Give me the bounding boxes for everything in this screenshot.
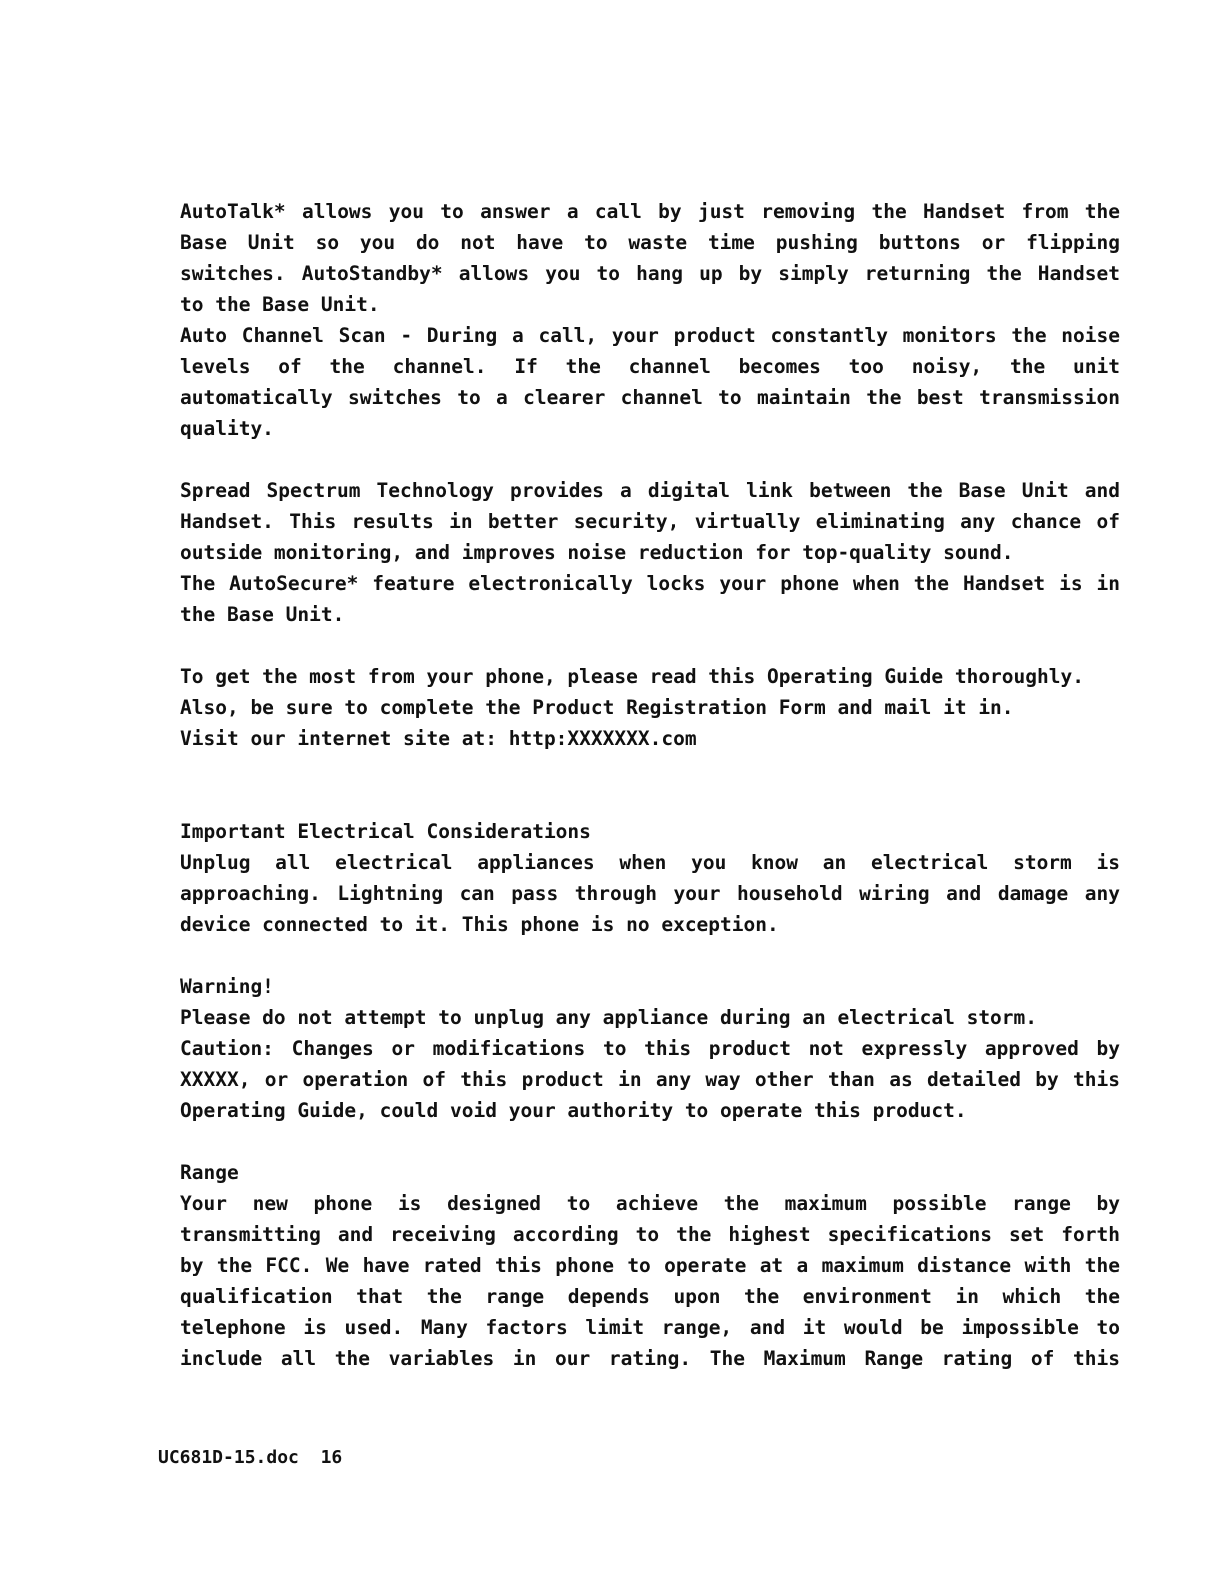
paragraph-line: Auto Channel Scan - During a call, your product constantly monitors the noise xyxy=(180,324,1120,347)
paragraph-line: automatically switches to a clearer channel to maintain the best transmission xyxy=(180,386,1120,409)
paragraph-gap xyxy=(180,630,1120,661)
paragraph-line: The AutoSecure* feature electronically locks your phone when the Handset is in xyxy=(180,572,1120,595)
operating-guide-paragraph xyxy=(180,661,1120,754)
warning-section xyxy=(180,971,1120,1126)
paragraph-line: switches. AutoStandby* allows you to hang up by simply returning the Handset xyxy=(180,262,1120,285)
paragraph-line: quality. xyxy=(180,417,274,440)
electrical-section xyxy=(180,816,1120,940)
channel-scan-paragraph xyxy=(180,320,1120,444)
paragraph-line: include all the variables in our rating. The Maximum Range rating of this xyxy=(180,1347,1120,1370)
paragraph-line: the Base Unit. xyxy=(180,603,345,626)
section-heading: Range xyxy=(180,1161,239,1184)
paragraph-line: AutoTalk* allows you to answer a call by just removing the Handset from the xyxy=(180,200,1120,223)
page-footer xyxy=(158,1444,342,1472)
paragraph-line: device connected to it. This phone is no exception. xyxy=(180,913,779,936)
paragraph-line: outside monitoring, and improves noise reduction for top-quality sound. xyxy=(180,541,1014,564)
section-heading: Warning! xyxy=(180,975,274,998)
paragraph-line: Handset. This results in better security, virtually eliminating any chance of xyxy=(180,510,1120,533)
paragraph-gap xyxy=(180,940,1120,971)
paragraph-gap xyxy=(180,444,1120,475)
paragraph-line: telephone is used. Many factors limit range, and it would be impossible to xyxy=(180,1316,1120,1339)
paragraph-gap xyxy=(180,1126,1120,1157)
page-number: 16 xyxy=(320,1447,343,1468)
paragraph-line: transmitting and receiving according to the highest specifications set forth xyxy=(180,1223,1120,1246)
website-line: Visit our internet site at: http:XXXXXXX.com xyxy=(180,727,697,750)
spread-spectrum-paragraph xyxy=(180,475,1120,568)
document-page xyxy=(180,196,1120,1374)
paragraph-line: approaching. Lightning can pass through your household wiring and damage any xyxy=(180,882,1120,905)
paragraph-line: qualification that the range depends upon the environment in which the xyxy=(180,1285,1120,1308)
range-section xyxy=(180,1157,1120,1374)
autosecure-paragraph xyxy=(180,568,1120,630)
paragraph-line: Base Unit so you do not have to waste time pushing buttons or flipping xyxy=(180,231,1120,254)
paragraph-line: Please do not attempt to unplug any appliance during an electrical storm. xyxy=(180,1006,1038,1029)
paragraph-line: Caution: Changes or modifications to this product not expressly approved by xyxy=(180,1037,1120,1060)
paragraph-line: Your new phone is designed to achieve the maximum possible range by xyxy=(180,1192,1120,1215)
paragraph-line: Spread Spectrum Technology provides a digital link between the Base Unit and xyxy=(180,479,1120,502)
autotalk-paragraph xyxy=(180,196,1120,320)
paragraph-line: Also, be sure to complete the Product Registration Form and mail it in. xyxy=(180,696,1014,719)
footer-filename: UC681D-15.doc xyxy=(158,1447,299,1468)
paragraph-line: by the FCC. We have rated this phone to operate at a maximum distance with the xyxy=(180,1254,1120,1277)
paragraph-line: levels of the channel. If the channel becomes too noisy, the unit xyxy=(180,355,1120,378)
paragraph-line: XXXXX, or operation of this product in any way other than as detailed by this xyxy=(180,1068,1120,1091)
paragraph-line: To get the most from your phone, please read this Operating Guide thoroughly. xyxy=(180,665,1084,688)
paragraph-line: to the Base Unit. xyxy=(180,293,380,316)
section-gap xyxy=(180,754,1120,816)
section-heading: Important Electrical Considerations xyxy=(180,820,591,843)
paragraph-line: Unplug all electrical appliances when you know an electrical storm is xyxy=(180,851,1120,874)
paragraph-line: Operating Guide, could void your authority to operate this product. xyxy=(180,1099,967,1122)
